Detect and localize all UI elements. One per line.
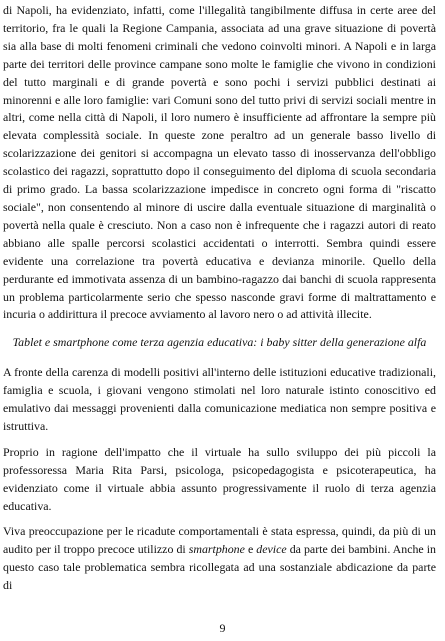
page-number: 9 xyxy=(219,621,226,635)
section-heading: Tablet e smartphone come terza agenzia educativa: i baby sitter della generazione alfa xyxy=(12,335,427,350)
paragraph-smartphone-concern xyxy=(3,523,436,595)
emphasis-device: device xyxy=(256,542,287,557)
text-segment: e xyxy=(244,542,257,557)
text-segment: da parte dei bambini. Anche in questo caso tale problematica sembra ricollegata ad una sostanziale abdicazione da parte di xyxy=(3,542,437,593)
text-segment: Viva preoccupazione per le ricadute comportamentali è stata espressa, quindi, da più di un audito per il troppo precoce utilizzo di xyxy=(3,524,436,557)
paragraph-media-influence: A fronte della carenza di modelli positivi all'interno delle istituzioni educative tradizionali, famiglia e scuola, i giovani vengono stimolati nel loro naturale istinto conoscitivo ed emulativo dai messaggi provenienti dalla comunicazione mediatica non sempre positiva e istruttiva. xyxy=(3,365,436,433)
emphasis-smartphone: smartphone xyxy=(188,542,245,557)
paragraph-parsi: Proprio in ragione dell'impatto che il virtuale ha sullo sviluppo dei più piccoli la professoressa Maria Rita Parsi, psicologa, psicopedagogista e psicoterapeutica, ha evidenziato come il virtuale abbia assunto progressivamente il ruolo di terza agenzia educativa. xyxy=(3,444,436,513)
paragraph-poverty-criminality: di Napoli, ha evidenziato, infatti, come l'illegalità tangibilmente diffusa in certe aree del territorio, fra le quali la Regione Campania, associata ad una grave situazione di povertà sia alla base di molti fenomeni criminali che vedono coinvolti minori. A Napoli e in larga parte dei territori delle province campane sono molte le famiglie che vivono in condizioni del tutto marginali e di grande povertà e sono pochi i servizi pubblici destinati ai minorenni e alle loro famiglie: vari Comuni sono del tutto privi di servizi sociali mentre in altri, come nella città di Napoli, il loro numero è insufficiente ad affrontare la sempre più elevata complessità sociale. In queste zone peraltro ad un generale basso livello di scolarizzazione dei genitori si accompagna un elevato tasso di inosservanza dell'obbligo scolastico dei ragazzi, soprattutto dopo il conseguimento del diploma di scuola secondaria di primo grado. La bassa scolarizzazione impedisce in concreto ogni forma di "riscatto sociale", non consentendo al minore di uscire dalla eventuale situazione di marginalità o povertà nella quale è cresciuto. Non a caso non è infrequente che i ragazzi autori di reato abbiano alle spalle percorsi scolastici accidentati o interrotti. Sembra quindi essere evidente una correlazione tra povertà educativa e devianza minorile. Quello della perdurante ed immotivata assenza di un bambino-ragazzo dai banchi di scuola rappresenta un problema particolarmente serio che spesso nasconde gravi forme di maltrattamento e incuria o addirittura il precoce avviamento al lavoro nero o ad attività illecite. xyxy=(3,3,436,322)
